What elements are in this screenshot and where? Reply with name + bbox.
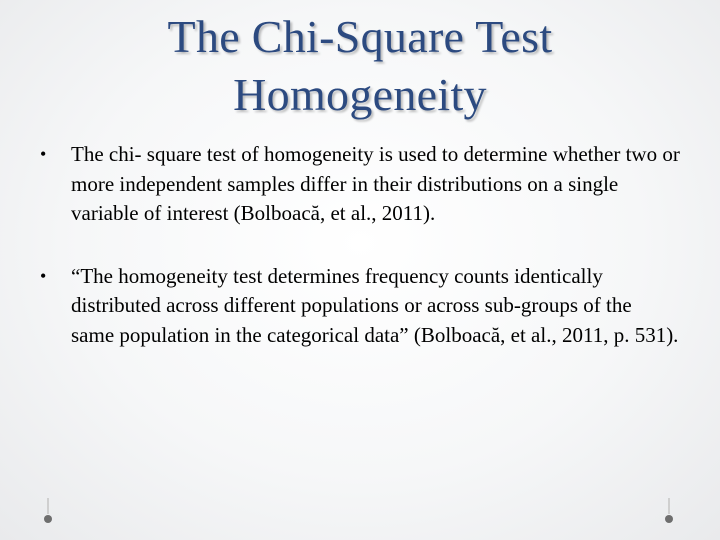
bullet-item-2 xyxy=(40,262,680,351)
pin-knob xyxy=(44,515,52,523)
title-line-2: Homogeneity xyxy=(233,69,487,120)
corner-pin-icon-right xyxy=(662,512,676,526)
bullet-text-2: “The homogeneity test determines frequency counts identically distributed across different populations or across sub-groups of the same population in the categorical data” (Bolboacă, et al., 2011, p. 531). xyxy=(71,263,679,347)
bullet-dot-icon: • xyxy=(40,265,47,286)
pin-stem xyxy=(47,498,49,514)
bullet-dot-icon: • xyxy=(40,144,47,164)
title-line-1: The Chi-Square Test xyxy=(167,11,553,62)
bullet-text-1: The chi- square test of homogeneity is used to determine whether two or more independent samples differ in their distributions on a single variable of interest (Bolboacă, et al., 2011). xyxy=(71,142,680,225)
pin-knob xyxy=(665,515,673,523)
corner-pin-icon-left xyxy=(41,512,55,526)
bullet-item-1 xyxy=(40,140,680,229)
pin-stem xyxy=(668,498,670,514)
slide-title xyxy=(60,8,660,124)
bullet-list xyxy=(40,140,680,383)
